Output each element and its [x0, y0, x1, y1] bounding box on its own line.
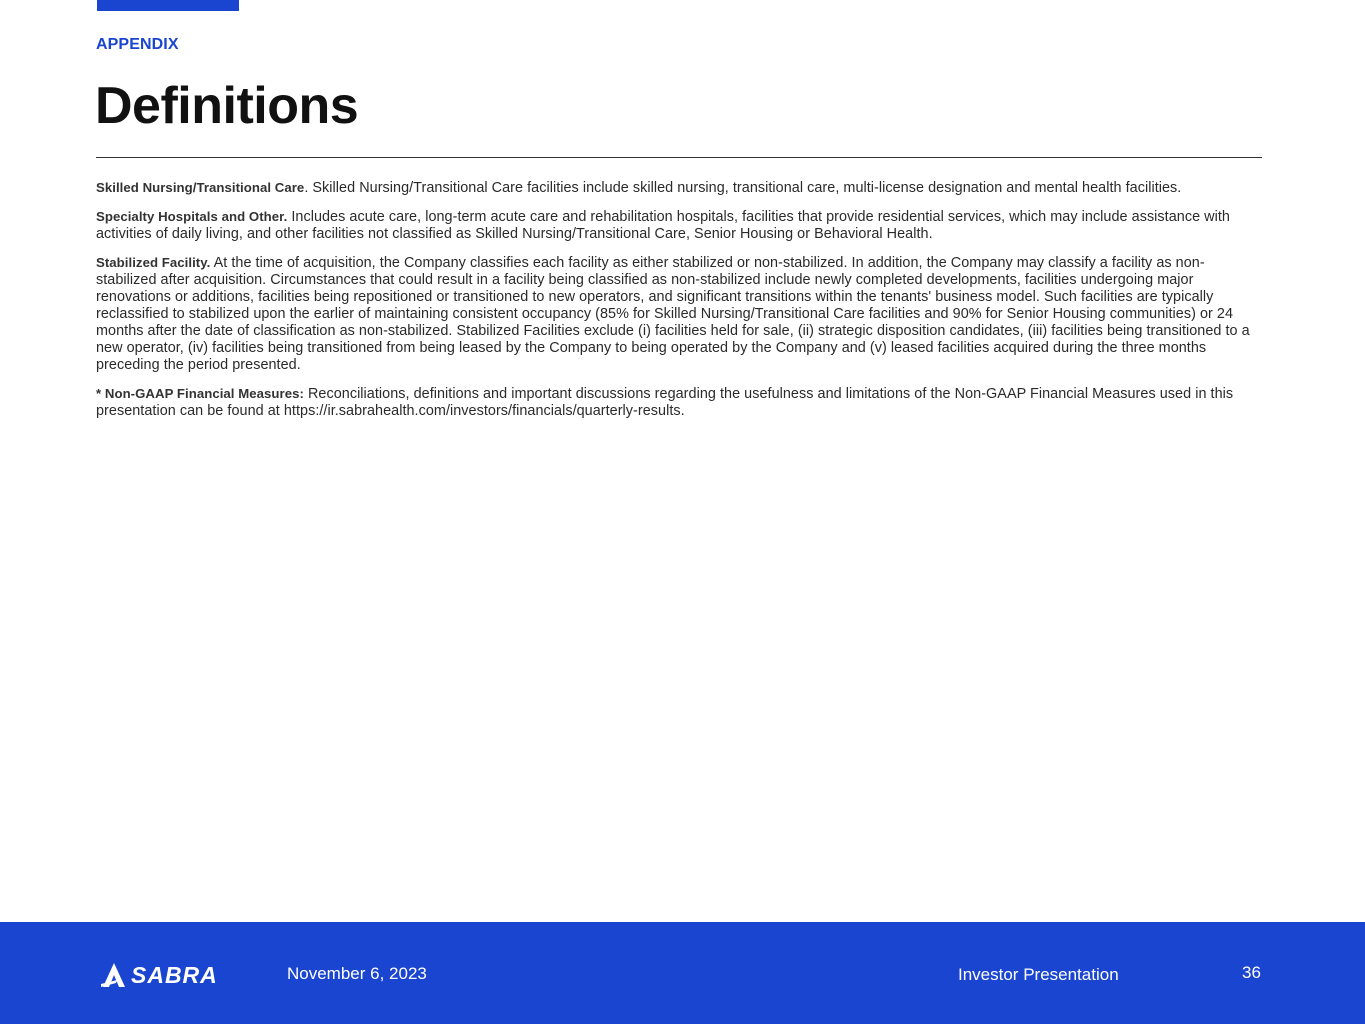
definition-term: Specialty Hospitals and Other.	[96, 209, 288, 224]
footer-document-title: Investor Presentation	[958, 965, 1119, 984]
definition-text: . Skilled Nursing/Transitional Care facilities include skilled nursing, transitional care, multi-license designation and mental health facilities.	[304, 180, 1182, 196]
definition-skilled-nursing	[96, 179, 1262, 197]
top-accent-bar	[97, 0, 239, 11]
definition-specialty-hospitals	[96, 208, 1262, 243]
sabra-logo	[99, 959, 218, 991]
definition-term: Skilled Nursing/Transitional Care	[96, 180, 305, 195]
definition-term: Stabilized Facility.	[96, 255, 211, 270]
section-label: APPENDIX	[96, 36, 179, 53]
page-title: Definitions	[95, 77, 359, 135]
definitions-list	[96, 179, 1262, 431]
definition-non-gaap	[96, 385, 1262, 420]
footer-date: November 6, 2023	[287, 964, 427, 983]
definition-text: Includes acute care, long-term acute care and rehabilitation hospitals, facilities that provide residential services, which may include assistance with activities of daily living, and other facilities not classified as Skilled Nursing/Transitional Care, Senior Housing or Behavioral Health.	[96, 209, 1230, 242]
page-number: 36	[1242, 963, 1261, 982]
sabra-logo-icon	[99, 960, 129, 990]
title-divider	[96, 157, 1262, 158]
definition-stabilized-facility	[96, 254, 1262, 374]
definition-text: Reconciliations, definitions and important discussions regarding the usefulness and limitations of the Non-GAAP Financial Measures used in this presentation can be found at https://ir.sabrahealth.com/investors/financials/quarterly-results.	[96, 386, 1234, 419]
definition-text: At the time of acquisition, the Company classifies each facility as either stabilized or non-stabilized. In addition, the Company may classify a facility as non-stabilized after acquisition. Circumstances that could result in a facility being classified as non-stabilized include newly completed developments, facilities undergoing major renovations or additions, facilities being repositioned or transitioned to new operators, and significant transitions within the tenants' business model. Such facilities are typically reclassified to stabilized upon the earlier of maintaining consistent occupancy (85% for Skilled Nursing/Transitional Care facilities and 90% for Senior Housing communities) or 24 months after the date of classification as non-stabilized. Stabilized Facilities exclude (i) facilities held for sale, (ii) strategic disposition candidates, (iii) facilities being transitioned to a new operator, (iv) facilities being transitioned from being leased by the Company to being operated by the Company and (v) leased facilities acquired during the three months preceding the period presented.	[96, 255, 1250, 373]
logo-text: SABRA	[131, 961, 218, 988]
definition-term: * Non-GAAP Financial Measures:	[96, 386, 304, 401]
